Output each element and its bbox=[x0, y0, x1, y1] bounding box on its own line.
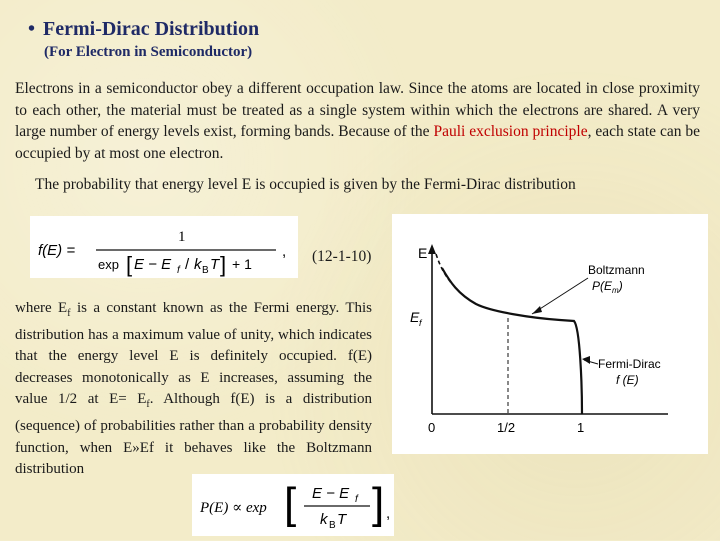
fermi-dirac-func-label: f (E) bbox=[616, 373, 639, 387]
pauli-principle-highlight: Pauli exclusion principle bbox=[433, 123, 588, 140]
fermi-dirac-formula bbox=[30, 216, 298, 278]
fermi-dirac-label: Fermi-Dirac bbox=[598, 357, 661, 371]
boltzmann-formula-k: k bbox=[320, 511, 328, 528]
boltzmann-label: Boltzmann bbox=[588, 263, 645, 277]
fd-formula-t: T bbox=[210, 256, 220, 273]
slide-title bbox=[28, 18, 259, 41]
boltzmann-formula-lhs: P(E) ∝ exp bbox=[200, 500, 267, 516]
x-tick-half: 1/2 bbox=[497, 420, 516, 435]
boltzmann-bracket-open: [ bbox=[284, 479, 297, 528]
boltzmann-formula-num-sub: f bbox=[355, 494, 358, 505]
fd-formula-slash: / bbox=[185, 256, 190, 273]
fd-formula-sub-b: B bbox=[202, 265, 209, 276]
fermi-dirac-curve bbox=[442, 268, 582, 414]
boltzmann-bracket-close: ] bbox=[372, 479, 385, 528]
equation-number: (12-1-10) bbox=[312, 248, 372, 265]
fermi-dirac-arrow-icon bbox=[582, 356, 590, 364]
title-text: Fermi-Dirac Distribution bbox=[43, 18, 260, 40]
fd-formula-sub-f: f bbox=[177, 265, 180, 276]
intro-paragraph bbox=[15, 78, 700, 164]
y-axis-label: E bbox=[418, 245, 428, 261]
intro-text-start: Electrons in a semiconductor obey a different occupation law. Since the atoms are located in close proximity to each other, the material must be treated as a single system within which the electrons are shared. A very large number of energy levels exist, forming bands. Because of the bbox=[15, 80, 700, 140]
fd-formula-comma: , bbox=[282, 243, 287, 260]
fd-formula-bracket-close: ] bbox=[220, 252, 227, 277]
fd-formula-numerator: 1 bbox=[178, 229, 186, 245]
title-bullet: • bbox=[28, 18, 36, 40]
boltzmann-formula bbox=[192, 474, 394, 536]
x-tick-1: 1 bbox=[577, 420, 585, 435]
slide-subtitle: (For Electron in Semiconductor) bbox=[44, 44, 253, 60]
explanation-part3: . Although f(E) is a distribution (sequence) of probabilities rather than a probability density function, when E»Ef it behaves like the Boltzmann distribution bbox=[15, 391, 372, 478]
intro-text-end: , each state can be occupied by at most one electron. bbox=[15, 123, 700, 162]
explanation-sub1: f bbox=[67, 308, 71, 319]
fd-formula-exp: exp bbox=[98, 257, 119, 272]
distribution-graph bbox=[392, 214, 708, 454]
probability-paragraph: The probability that energy level E is occupied is given by the Fermi-Dirac distribution bbox=[35, 176, 576, 193]
ef-label: E bbox=[410, 309, 420, 325]
explanation-paragraph bbox=[15, 298, 372, 481]
boltzmann-formula-num: E − E bbox=[312, 485, 350, 502]
fd-formula-plus-one: + 1 bbox=[232, 256, 252, 272]
x-tick-0: 0 bbox=[428, 420, 436, 435]
fd-formula-bracket-open: [ bbox=[126, 252, 133, 277]
fd-formula-k: k bbox=[194, 256, 202, 273]
fd-formula-e-minus-ef: E − E bbox=[134, 256, 172, 273]
y-axis-arrow-icon bbox=[428, 244, 436, 254]
explanation-sub2: f bbox=[146, 399, 150, 411]
boltzmann-func-label: $P(E_m)$ bbox=[592, 279, 623, 295]
boltzmann-formula-t: T bbox=[337, 511, 347, 528]
boltzmann-arrow-icon bbox=[532, 306, 542, 314]
boltzmann-formula-sub-b: B bbox=[329, 520, 336, 531]
explanation-part1: where E bbox=[15, 300, 68, 316]
ef-label-sub: f bbox=[419, 318, 422, 328]
fd-formula-lhs: f(E) = bbox=[38, 242, 76, 259]
explanation-part2: is a constant known as the Fermi energy. This distribution has a maximum value of unity, which indicates that the energy level E is definitely occupied. f(E) decreases monotonically as E increases, assuming the value 1/2 at E= E bbox=[15, 300, 372, 408]
boltzmann-formula-comma: , bbox=[386, 505, 391, 522]
